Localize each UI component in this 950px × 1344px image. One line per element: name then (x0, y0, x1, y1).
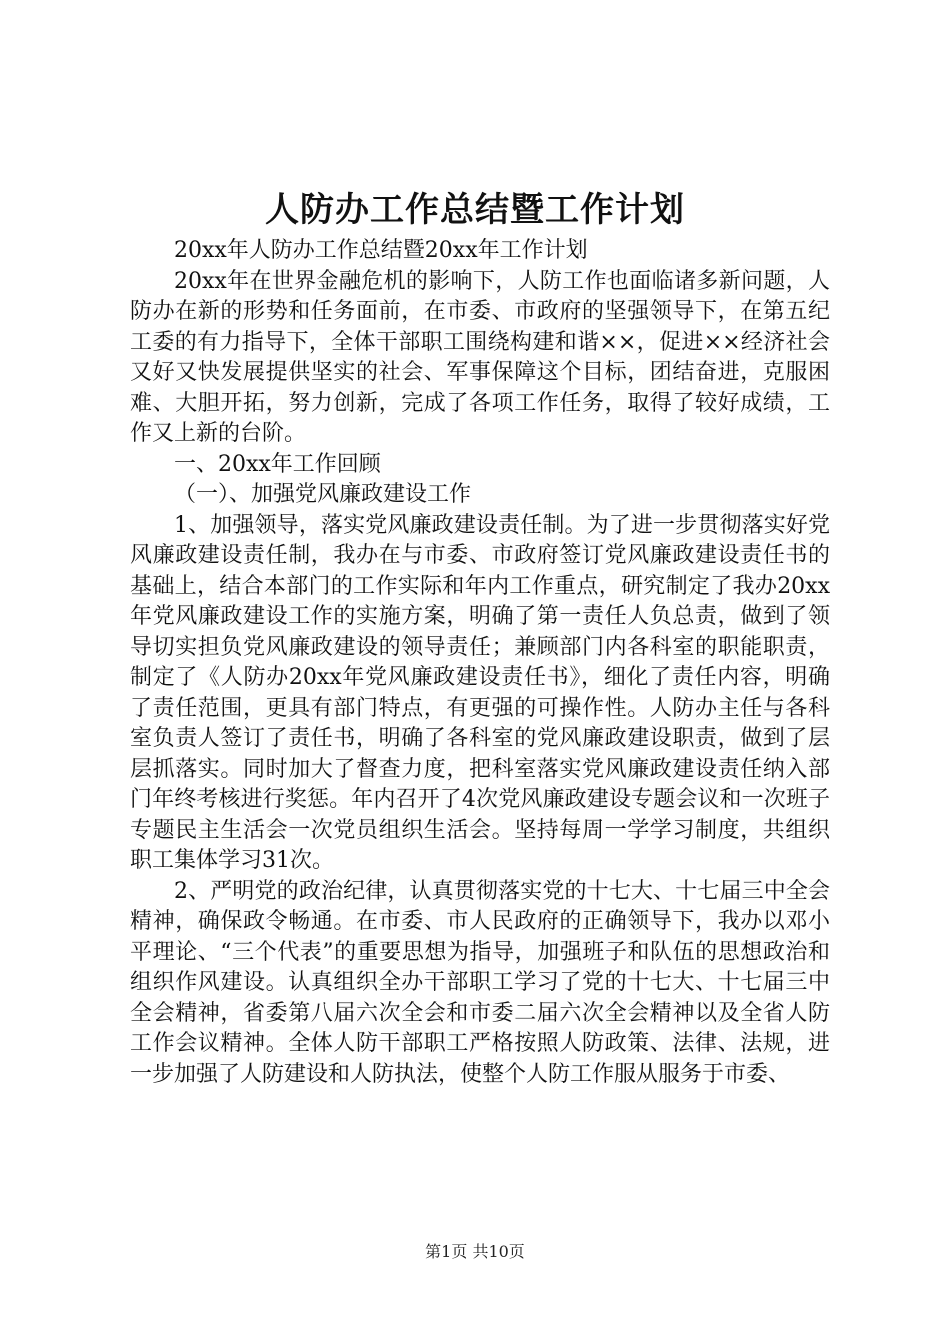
document-body (130, 236, 830, 1090)
body-paragraph: 2、严明党的政治纪律，认真贯彻落实党的十七大、十七届三中全会精神，确保政令畅通。在市委、市人民政府的正确领导下，我办以邓小平理论、“三个代表”的重要思想为指导，加强班子和队伍的思想政治和组织作风建设。认真组织全办干部职工学习了党的十七大、十七届三中全会精神，省委第八届六次全会和市委二届六次全会精神以及全省人防工作会议精神。全体人防干部职工严格按照人防政策、法律、法规，进一步加强了人防建设和人防执法，使整个人防工作服从服务于市委、 (130, 878, 830, 1087)
section-heading: 一、20xx年工作回顾 (174, 451, 381, 477)
document-title: 人防办工作总结暨工作计划 (265, 190, 685, 230)
body-paragraph: 1、加强领导，落实党风廉政建设责任制。为了进一步贯彻落实好党风廉政建设责任制，我办在与市委、市政府签订党风廉政建设责任书的基础上，结合本部门的工作实际和年内工作重点，研究制定了我办20xx年党风廉政建设工作的实施方案，明确了第一责任人负总责，做到了领导切实担负党风廉政建设的领导责任；兼顾部门内各科室的职能职责，制定了《人防办20xx年党风廉政建设责任书》，细化了责任内容，明确了责任范围，更具有部门特点，有更强的可操作性。人防办主任与各科室负责人签订了责任书，明确了各科室的党风廉政建设职责，做到了层层抓落实。同时加大了督查力度，把科室落实党风廉政建设责任纳入部门年终考核进行奖惩。年内召开了4次党风廉政建设专题会议和一次班子专题民主生活会一次党员组织生活会。坚持每周一学学习制度，共组织职工集体学习31次。 (130, 512, 830, 873)
subtitle-paragraph: 20xx年人防办工作总结暨20xx年工作计划 (174, 238, 588, 263)
subsection-heading: （一）、加强党风廉政建设工作 (174, 482, 472, 507)
page-number-footer: 第1页 共10页 (425, 1242, 525, 1261)
intro-paragraph: 20xx年在世界金融危机的影响下，人防工作也面临诸多新问题，人防办在新的形势和任务面前，在市委、市政府的坚强领导下，在第五纪工委的有力指导下，全体干部职工围绕构建和谐××，促进××经济社会又好又快发展提供坚实的社会、军事保障这个目标，团结奋进，克服困难、大胆开拓，努力创新，完成了各项工作任务，取得了较好成绩，工作又上新的台阶。 (130, 268, 830, 446)
